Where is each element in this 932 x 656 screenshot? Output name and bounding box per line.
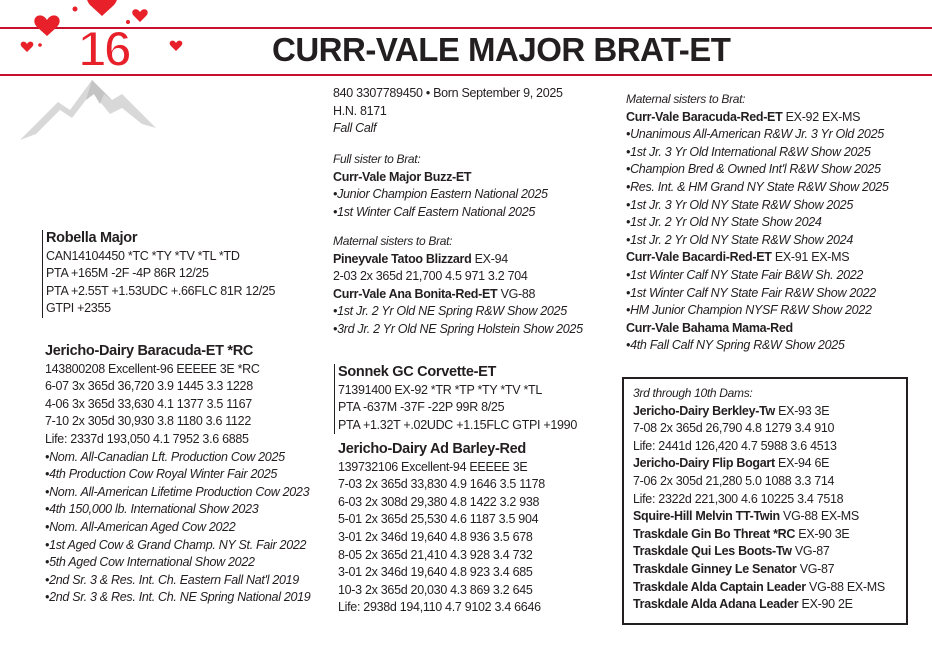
dam-entry-class: EX-90 2E bbox=[801, 597, 853, 612]
granddam-line: 3-01 2x 346d 19,640 4.8 936 3.5 678 bbox=[338, 529, 533, 544]
granddam-line: Life: 2938d 194,110 4.7 9102 3.4 6646 bbox=[338, 600, 541, 615]
sire-line: GTPI +2355 bbox=[46, 301, 111, 316]
sister-name: Curr-Vale Bahama Mama-Red bbox=[626, 320, 793, 335]
maternal-sisters-block-2 bbox=[626, 91, 889, 355]
sister-line: •4th Fall Calf NY Spring R&W Show 2025 bbox=[626, 338, 845, 353]
dam-line: 143800208 Excellent-96 EEEEE 3E *RC bbox=[45, 361, 260, 376]
granddam-line: 8-05 2x 365d 21,410 4.3 928 3.4 732 bbox=[338, 547, 533, 562]
sister-name: Curr-Vale Bacardi-Red-ET bbox=[626, 250, 772, 265]
dam-entry bbox=[633, 455, 906, 473]
sister-entry bbox=[626, 320, 889, 338]
sister-line: •1st Jr. 2 Yr Old NY State Show 2024 bbox=[626, 215, 822, 230]
sister-name: Curr-Vale Ana Bonita-Red-ET bbox=[333, 286, 498, 301]
sister-entry bbox=[626, 249, 889, 267]
sister-line: •Champion Bred & Owned Int'l R&W Show 2025 bbox=[626, 162, 881, 177]
heart-icon bbox=[132, 9, 147, 22]
dam-honor: •1st Aged Cow & Grand Champ. NY St. Fair 2022 bbox=[45, 537, 307, 552]
dam-entry-class: EX-90 3E bbox=[798, 526, 850, 541]
dam-honor: •5th Aged Cow International Show 2022 bbox=[45, 555, 255, 570]
sister-name: Curr-Vale Baracuda-Red-ET bbox=[626, 109, 783, 124]
dam-entry-name: Jericho-Dairy Berkley-Tw bbox=[633, 403, 775, 418]
dam-honor: •2nd Sr. 3 & Res. Int. Ch. Eastern Fall Nat'l 2019 bbox=[45, 572, 299, 587]
dam-honor: •Nom. All-Canadian Lft. Production Cow 2025 bbox=[45, 449, 285, 464]
dam-entry-name: Traskdale Ginney Le Senator bbox=[633, 561, 797, 576]
granddam-line: 10-3 2x 365d 20,030 4.3 869 3.2 645 bbox=[338, 582, 533, 597]
maternal-grandsire-block bbox=[334, 364, 577, 434]
dam-line: 6-07 3x 365d 36,720 3.9 1445 3.3 1228 bbox=[45, 379, 253, 394]
full-sister-block bbox=[333, 151, 548, 221]
dam-entry-line: Life: 2441d 126,420 4.7 5988 3.6 4513 bbox=[633, 438, 837, 453]
calf-info bbox=[333, 85, 563, 138]
granddam-line: 5-01 2x 365d 25,530 4.6 1187 3.5 904 bbox=[338, 512, 539, 527]
dam-name: Jericho-Dairy Baracuda-ET *RC bbox=[45, 343, 254, 359]
dam-entry-line: Life: 2322d 221,300 4.6 10225 3.4 7518 bbox=[633, 491, 844, 506]
mountain-icon bbox=[20, 80, 156, 140]
sire-line: PTA +165M -2F -4P 86R 12/25 bbox=[46, 266, 209, 281]
dam-entry bbox=[633, 596, 906, 614]
full-sister-honor: •Junior Champion Eastern National 2025 bbox=[333, 187, 548, 202]
dam-entry-name: Traskdale Qui Les Boots-Tw bbox=[633, 544, 792, 559]
section-header: Maternal sisters to Brat: bbox=[333, 234, 453, 248]
sister-line: •1st Jr. 3 Yr Old International R&W Show 2025 bbox=[626, 144, 871, 159]
heart-icon bbox=[21, 42, 34, 52]
sister-name: Pineyvale Tatoo Blizzard bbox=[333, 251, 472, 266]
dam-honor: •Nom. All-American Lifetime Production Cow 2023 bbox=[45, 484, 310, 499]
dam-line: Life: 2337d 193,050 4.1 7952 3.6 6885 bbox=[45, 431, 249, 446]
sister-class: EX-91 EX-MS bbox=[774, 250, 850, 265]
full-sister-honor: •1st Winter Calf Eastern National 2025 bbox=[333, 204, 535, 219]
dam-entry-class: VG-88 EX-MS bbox=[809, 579, 885, 594]
calf-id-line: 840 3307789450 • Born September 9, 2025 bbox=[333, 86, 563, 100]
dam-block bbox=[45, 343, 310, 607]
sister-entry bbox=[626, 109, 889, 127]
sister-line: •1st Jr. 2 Yr Old NY State R&W Show 2024 bbox=[626, 232, 853, 247]
sister-class: VG-88 bbox=[500, 286, 536, 301]
maternal-grandsire-name: Sonnek GC Corvette-ET bbox=[338, 364, 497, 380]
sire-line: CAN14104450 *TC *TY *TV *TL *TD bbox=[46, 248, 240, 263]
dam-honor: •2nd Sr. 3 & Res. Int. Ch. NE Spring National 2019 bbox=[45, 590, 311, 605]
dam-line: 4-06 3x 365d 33,630 4.1 1377 3.5 1167 bbox=[45, 396, 252, 411]
dam-entry-class: VG-88 EX-MS bbox=[783, 509, 859, 524]
dam-entry-class: EX-94 6E bbox=[778, 456, 830, 471]
dam-entry-class: VG-87 bbox=[799, 561, 835, 576]
sister-line: •Res. Int. & HM Grand NY State R&W Show 2025 bbox=[626, 179, 889, 194]
dam-entry-name: Squire-Hill Melvin TT-Twin bbox=[633, 509, 780, 524]
dam-entry-name: Traskdale Gin Bo Threat *RC bbox=[633, 526, 796, 541]
calf-hn: H.N. 8171 bbox=[333, 103, 387, 118]
section-header: Full sister to Brat: bbox=[333, 152, 421, 166]
sister-line: •HM Junior Champion NYSF R&W Show 2022 bbox=[626, 303, 872, 318]
granddam-line: 139732106 Excellent-94 EEEEE 3E bbox=[338, 459, 528, 474]
dam-entry bbox=[633, 403, 906, 421]
dam-entry-name: Traskdale Alda Adana Leader bbox=[633, 597, 799, 612]
page-title: CURR-VALE MAJOR BRAT-ET bbox=[272, 31, 731, 68]
dam-entry bbox=[633, 508, 906, 526]
maternal-sisters-block bbox=[333, 233, 583, 339]
dam-honor: •Nom. All-American Aged Cow 2022 bbox=[45, 519, 236, 534]
sister-line: •1st Jr. 3 Yr Old NY State R&W Show 2025 bbox=[626, 197, 853, 212]
sister-class: EX-94 bbox=[474, 251, 508, 266]
calf-class: Fall Calf bbox=[333, 121, 377, 136]
dam-entry bbox=[633, 526, 906, 544]
dam-entry bbox=[633, 561, 906, 579]
sister-line: 2-03 2x 365d 21,700 4.5 971 3.2 704 bbox=[333, 269, 528, 284]
sire-block bbox=[42, 230, 275, 318]
dam-entry bbox=[633, 579, 906, 597]
dam-honor: •4th Production Cow Royal Winter Fair 2025 bbox=[45, 467, 278, 482]
sire-line: PTA +2.55T +1.53UDC +.66FLC 81R 12/25 bbox=[46, 283, 276, 298]
heart-icon bbox=[87, 0, 118, 16]
section-header: 3rd through 10th Dams: bbox=[633, 386, 753, 400]
sister-entry bbox=[333, 251, 583, 269]
heart-icon bbox=[34, 15, 59, 36]
sister-line: •Unanimous All-American R&W Jr. 3 Yr Old 2025 bbox=[626, 127, 884, 142]
dam-entry-line: 7-08 2x 365d 26,790 4.8 1279 3.4 910 bbox=[633, 421, 835, 436]
grandsire-line: 71391400 EX-92 *TR *TP *TY *TV *TL bbox=[338, 382, 543, 397]
dam-entry-line: 7-06 2x 305d 21,280 5.0 1088 3.3 714 bbox=[633, 473, 835, 488]
sister-entry bbox=[333, 286, 583, 304]
grandsire-line: PTA -637M -37F -22P 99R 8/25 bbox=[338, 400, 505, 415]
dam-entry-name: Jericho-Dairy Flip Bogart bbox=[633, 456, 775, 471]
dam-entry-name: Traskdale Alda Captain Leader bbox=[633, 579, 806, 594]
dams-box bbox=[622, 377, 908, 625]
dam-entry-class: EX-93 3E bbox=[778, 403, 830, 418]
sire-name: Robella Major bbox=[46, 230, 138, 246]
section-header: Maternal sisters to Brat: bbox=[626, 92, 746, 106]
heart-icon bbox=[170, 41, 183, 51]
grandsire-line: PTA +1.32T +.02UDC +1.15FLC GTPI +1990 bbox=[338, 417, 577, 432]
full-sister-name: Curr-Vale Major Buzz-ET bbox=[333, 169, 472, 184]
sister-class: EX-92 EX-MS bbox=[785, 109, 861, 124]
dam-entry bbox=[633, 543, 906, 561]
sister-line: •1st Winter Calf NY State Fair R&W Show 2022 bbox=[626, 285, 876, 300]
dam-line: 7-10 2x 305d 30,930 3.8 1180 3.6 1122 bbox=[45, 414, 251, 429]
sister-line: •3rd Jr. 2 Yr Old NE Spring Holstein Show 2025 bbox=[333, 321, 583, 336]
sister-line: •1st Jr. 2 Yr Old NE Spring R&W Show 2025 bbox=[333, 304, 567, 319]
sister-line: •1st Winter Calf NY State Fair B&W Sh. 2022 bbox=[626, 267, 864, 282]
granddam-line: 7-03 2x 365d 33,830 4.9 1646 3.5 1178 bbox=[338, 477, 545, 492]
dam-entry-class: VG-87 bbox=[794, 544, 830, 559]
granddam-block bbox=[338, 441, 545, 617]
granddam-name: Jericho-Dairy Ad Barley-Red bbox=[338, 441, 526, 457]
granddam-line: 3-01 2x 346d 19,640 4.8 923 3.4 685 bbox=[338, 565, 533, 580]
dam-honor: •4th 150,000 lb. International Show 2023 bbox=[45, 502, 259, 517]
lot-number: 16 bbox=[78, 21, 130, 77]
granddam-line: 6-03 2x 308d 29,380 4.8 1422 3.2 938 bbox=[338, 494, 540, 509]
